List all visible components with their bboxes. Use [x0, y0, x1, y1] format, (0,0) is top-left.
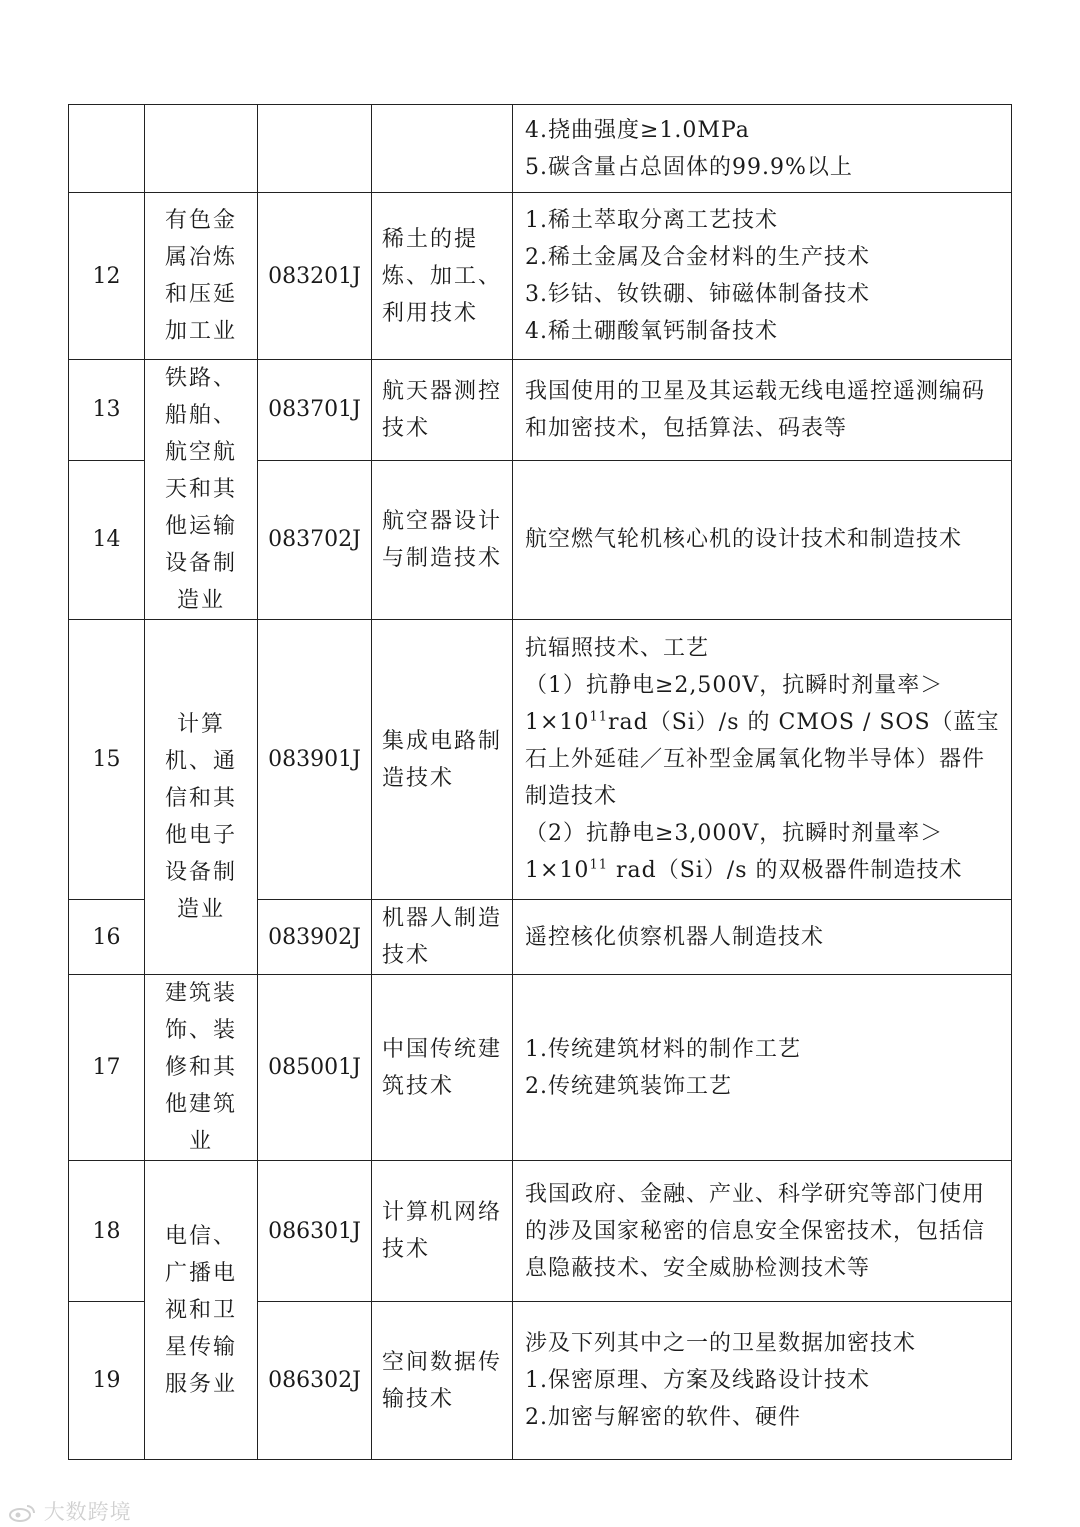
row-number: 12 [69, 193, 145, 360]
tech-name-cell: 计算机网络技术 [372, 1161, 513, 1302]
tech-desc-cell: 我国使用的卫星及其运载无线电遥控遥测编码和加密技术，包括算法、码表等 [513, 360, 1012, 461]
code-cell: 086301J [258, 1161, 372, 1302]
watermark [8, 1496, 132, 1526]
desc-line: 2.传统建筑装饰工艺 [525, 1073, 732, 1099]
desc-part: rad（Si）/s 的 CMOS / SOS（蓝宝石上外延硅／互补型金属氧化物半导体）器件制造技术 [525, 710, 1000, 809]
row-number: 13 [69, 360, 145, 461]
desc-intro: 抗辐照技术、工艺 [525, 636, 710, 661]
row-number: 17 [69, 975, 145, 1161]
desc-line: 4.挠曲强度≥1.0MPa [525, 117, 750, 143]
tech-name-cell: 稀土的提炼、加工、利用技术 [372, 193, 513, 360]
desc-line: 1.传统建筑材料的制作工艺 [525, 1036, 801, 1062]
tech-name-cell: 集成电路制造技术 [372, 620, 513, 900]
weibo-icon [8, 1504, 36, 1522]
tech-name-cell: 航天器测控技术 [372, 360, 513, 461]
desc-line: 涉及下列其中之一的卫星数据加密技术 [525, 1331, 917, 1356]
industry-cell [145, 105, 258, 193]
desc-line: 1.保密原理、方案及线路设计技术 [525, 1368, 870, 1393]
desc-line: 2.稀土金属及合金材料的生产技术 [525, 245, 870, 270]
desc-part: rad（Si）/s 的双极器件制造技术 [607, 858, 963, 883]
code-cell: 085001J [258, 975, 372, 1161]
tech-desc-cell: 遥控核化侦察机器人制造技术 [513, 900, 1012, 975]
industry-cell: 电信、广播电视和卫星传输服务业 [145, 1161, 258, 1460]
code-cell: 086302J [258, 1302, 372, 1460]
industry-cell: 计算机、通信和其他电子设备制造业 [145, 620, 258, 975]
tech-desc-cell [513, 105, 1012, 193]
industry-cell: 铁路、船舶、航空航天和其他运输设备制造业 [145, 360, 258, 620]
desc-line: 3.钐钴、钕铁硼、铈磁体制备技术 [525, 282, 870, 307]
code-cell: 083902J [258, 900, 372, 975]
restricted-tech-table [68, 104, 1012, 1460]
tech-name-cell: 空间数据传输技术 [372, 1302, 513, 1460]
table-row [69, 1161, 1012, 1302]
tech-name-cell: 航空器设计与制造技术 [372, 460, 513, 619]
table-row [69, 193, 1012, 360]
tech-desc-cell: 航空燃气轮机核心机的设计技术和制造技术 [513, 460, 1012, 619]
row-number: 15 [69, 620, 145, 900]
desc-line: 1.稀土萃取分离工艺技术 [525, 208, 778, 233]
tech-desc-cell [513, 975, 1012, 1161]
superscript-exponent: 11 [589, 857, 608, 873]
tech-desc-cell [513, 1302, 1012, 1460]
row-number: 19 [69, 1302, 145, 1460]
code-cell [258, 105, 372, 193]
row-number [69, 105, 145, 193]
code-cell: 083201J [258, 193, 372, 360]
table-row [69, 105, 1012, 193]
superscript-exponent: 11 [589, 709, 608, 725]
desc-line: 2.加密与解密的软件、硬件 [525, 1405, 801, 1430]
tech-desc-cell [513, 620, 1012, 900]
table-row [69, 620, 1012, 900]
desc-part: （2）抗静电≥3,000V，抗瞬时剂量率＞1×10 [525, 821, 944, 883]
table-row [69, 975, 1012, 1161]
desc-part: （1）抗静电≥2,500V，抗瞬时剂量率＞1×10 [525, 673, 944, 735]
tech-name-cell [372, 105, 513, 193]
row-number: 18 [69, 1161, 145, 1302]
tech-desc-cell: 我国政府、金融、产业、科学研究等部门使用的涉及国家秘密的信息安全保密技术，包括信息隐蔽技术、安全威胁检测技术等 [513, 1161, 1012, 1302]
tech-name-cell: 机器人制造技术 [372, 900, 513, 975]
tech-name-cell: 中国传统建筑技术 [372, 975, 513, 1161]
table-row [69, 360, 1012, 461]
industry-cell: 建筑装饰、装修和其他建筑业 [145, 975, 258, 1161]
row-number: 16 [69, 900, 145, 975]
code-cell: 083701J [258, 360, 372, 461]
desc-line: 4.稀土硼酸氧钙制备技术 [525, 319, 778, 344]
industry-cell: 有色金属冶炼和压延加工业 [145, 193, 258, 360]
watermark-text: 大数跨境 [43, 1500, 132, 1524]
tech-desc-cell [513, 193, 1012, 360]
desc-line: 5.碳含量占总固体的99.9%以上 [525, 154, 853, 180]
code-cell: 083702J [258, 460, 372, 619]
code-cell: 083901J [258, 620, 372, 900]
row-number: 14 [69, 460, 145, 619]
